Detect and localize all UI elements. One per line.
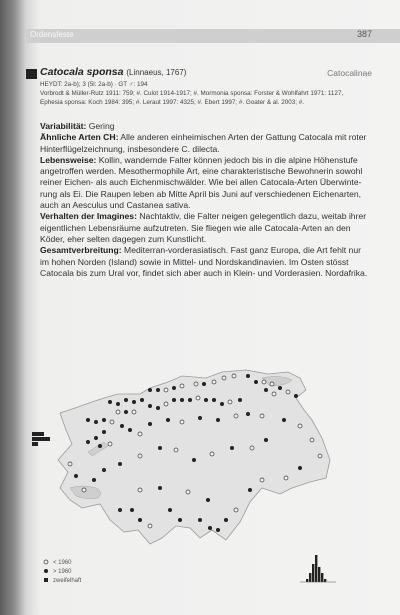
record-dot-filled	[204, 398, 208, 402]
description-line	[40, 211, 378, 222]
record-dot-filled	[220, 402, 224, 406]
record-dot-open	[194, 382, 198, 386]
record-dot-filled	[198, 416, 202, 420]
record-dot-open	[272, 392, 276, 396]
record-dot-filled	[264, 388, 268, 392]
record-dot-filled	[158, 446, 162, 450]
section-text: Mediterran-vorderasiatisch. Fast ganz Europa, die Art fehlt nur	[121, 245, 361, 256]
record-dot-open	[164, 402, 168, 406]
altitude-bar	[32, 437, 50, 441]
record-dot-open	[284, 476, 288, 480]
record-dot-filled	[294, 394, 298, 398]
record-dot-open	[138, 488, 142, 492]
running-head: Ordensfeste	[30, 30, 74, 39]
record-dot-open	[228, 400, 232, 404]
distribution-map-svg	[0, 360, 400, 600]
record-dot-filled	[298, 466, 302, 470]
record-dot-filled	[198, 518, 202, 522]
record-dot-open	[234, 508, 238, 512]
description-line	[40, 166, 378, 177]
record-dot-open	[210, 452, 214, 456]
record-dot-filled	[188, 398, 192, 402]
description-line	[40, 189, 378, 200]
description-line	[40, 245, 378, 256]
record-dot-open	[110, 420, 114, 424]
phenology-bar	[312, 564, 314, 582]
record-dot-filled	[238, 398, 242, 402]
description-line	[40, 155, 378, 166]
record-dot-filled	[180, 398, 184, 402]
section-label: Lebensweise:	[40, 154, 97, 165]
record-dot-filled	[124, 398, 128, 402]
section-text: eigentlichen Lebensräume aufzutreten. Sie fliegen wie alle Catocala-Arten an den	[40, 222, 351, 233]
section-label: Ähnliche Arten CH:	[40, 132, 119, 143]
record-dot-filled	[216, 418, 220, 422]
record-dot-filled	[248, 488, 252, 492]
record-dot-filled	[254, 380, 258, 384]
section-text: Kollin, wandernde Falter können jedoch bis in die alpine Höhenstufe	[96, 154, 358, 165]
record-dot-open	[270, 382, 274, 386]
description-line	[40, 132, 378, 143]
record-dot-filled	[246, 374, 250, 378]
record-dot-open	[234, 414, 238, 418]
record-dot-open	[196, 396, 200, 400]
record-dot-filled	[124, 410, 128, 414]
section-text: Nachtaktiv, die Falter neigen gelegentlich dazu, weitab ihrer	[136, 211, 367, 222]
phenology-histogram	[300, 555, 336, 582]
phenology-bar	[315, 555, 317, 582]
record-dot-filled	[118, 462, 122, 466]
record-dot-filled	[172, 398, 176, 402]
record-dot-open	[318, 454, 322, 458]
description-line	[40, 223, 378, 234]
record-dot-open	[298, 424, 302, 428]
section-text: Catocala bis zum Ural vor, findet sich aber auch in Klein- und Vorderasien. Nordafrika.	[40, 267, 368, 278]
record-dot-open	[174, 448, 178, 452]
section-text: Gering	[86, 121, 115, 131]
description-line	[40, 268, 378, 279]
phenology-bar	[324, 579, 326, 582]
altitude-bar	[32, 432, 44, 436]
section-text: Hinterflügelzeichnung, insbesondere C. dilecta.	[40, 143, 220, 154]
record-dot-open	[138, 432, 142, 436]
record-dot-open	[138, 454, 142, 458]
legend-symbol-square	[44, 578, 48, 582]
record-dot-filled	[86, 418, 90, 422]
legend-label-doubtful: zweifelhaft	[53, 578, 82, 584]
record-dot-filled	[202, 382, 206, 386]
page-number: 387	[356, 29, 372, 39]
description-line	[40, 121, 378, 132]
meta-line: Vorbrodt & Müller-Rutz 1911: 759; #. Culot 1914-1917; #. Mormonia sponsa: Forster & Wohlfahrt 1971: 1127,	[40, 90, 344, 97]
record-dot-open	[250, 446, 254, 450]
record-dot-filled	[120, 424, 124, 428]
record-dot-filled	[206, 498, 210, 502]
meta-line: HEYDT: 2a-b); 3 (5l: 2a-b) · GT ♂: 194	[40, 81, 148, 88]
legend-label-after: > 1960	[53, 569, 72, 575]
section-text: auch an Aesculus und Castanea sativa.	[40, 200, 191, 211]
species-marker-square	[26, 69, 37, 79]
legend-symbol-open	[44, 560, 48, 564]
record-dot-open	[310, 438, 314, 442]
subfamily-label: Catocalinae	[327, 68, 372, 78]
record-dot-open	[108, 442, 112, 446]
scientific-name: Catocala sponsa	[40, 66, 124, 78]
record-dot-open	[180, 420, 184, 424]
record-dot-filled	[92, 478, 96, 482]
record-dot-filled	[212, 398, 216, 402]
section-text: Alle anderen einheimischen Arten der Gattung Catocala mit roter	[118, 132, 367, 143]
record-dot-filled	[116, 402, 120, 406]
description-line	[40, 144, 378, 155]
record-dot-filled	[216, 528, 220, 532]
legend-label-before: < 1960	[53, 560, 72, 566]
species-author: (Linnaeus, 1767)	[126, 68, 187, 77]
phenology-bar	[321, 573, 323, 582]
record-dot-filled	[208, 526, 212, 530]
distribution-map	[0, 360, 400, 600]
section-text: rung als Ei. Die Raupen leben ab Mitte April bis Juni auf verschiedenen Eichenarten,	[40, 188, 362, 199]
record-dot-filled	[264, 438, 268, 442]
record-dot-filled	[148, 388, 152, 392]
section-text: reiner Eichen- als auch Eichenmischwälder. Wie bei allen Catocala-Arten Überwinte-	[40, 177, 362, 188]
record-dot-filled	[156, 388, 160, 392]
section-text: im hohen Norden (Island) sowie in Mittel- und Nordskandinavien. Im Osten stösst	[40, 256, 349, 267]
record-dot-filled	[230, 446, 234, 450]
phenology-bar	[318, 567, 320, 582]
record-dot-filled	[118, 508, 122, 512]
section-label: Verhalten der Imagines:	[40, 211, 137, 222]
record-dot-filled	[138, 518, 142, 522]
record-dot-filled	[130, 508, 134, 512]
record-dot-filled	[246, 412, 250, 416]
record-dot-open	[212, 380, 216, 384]
record-dot-filled	[102, 430, 106, 434]
record-dot-filled	[192, 458, 196, 462]
record-dot-open	[82, 488, 86, 492]
record-dot-open	[164, 388, 168, 392]
record-dot-filled	[132, 400, 136, 404]
phenology-bar	[306, 579, 308, 582]
section-text: Köder, eher selten dagegen zum Kunstlicht.	[40, 233, 207, 244]
record-dot-open	[286, 390, 290, 394]
record-dot-open	[68, 462, 72, 466]
section-label: Variabilität:	[40, 121, 87, 131]
switzerland-outline	[58, 370, 330, 544]
record-dot-open	[222, 376, 226, 380]
record-dot-open	[132, 410, 136, 414]
header-bar	[26, 29, 400, 43]
record-dot-filled	[148, 404, 152, 408]
meta-line: Ephesia sponsa: Koch 1984: 395; #. Leraut 1997: 4325; #. Ebert 1997; #. Goater & al. 2003; #.	[40, 99, 304, 106]
record-dot-open	[232, 374, 236, 378]
record-dot-open	[148, 524, 152, 528]
record-dot-filled	[168, 508, 172, 512]
record-dot-filled	[156, 406, 160, 410]
section-text: angetroffen werden. Mesothermophile Art, eine charakteristische Bewohnerin sowohl	[40, 166, 363, 177]
record-dot-filled	[108, 400, 112, 404]
record-dot-filled	[282, 418, 286, 422]
altitude-bar	[32, 442, 38, 446]
section-label: Gesamtverbreitung:	[40, 245, 122, 256]
record-dot-filled	[86, 440, 90, 444]
altitude-histogram	[32, 432, 50, 446]
record-dot-filled	[158, 486, 162, 490]
record-dot-filled	[172, 386, 176, 390]
description-line	[40, 200, 378, 211]
species-description	[40, 121, 378, 279]
record-dot-filled	[94, 420, 98, 424]
record-dot-filled	[98, 444, 102, 448]
phenology-bar	[309, 573, 311, 582]
record-dot-filled	[102, 468, 106, 472]
description-line	[40, 234, 378, 245]
record-dot-filled	[224, 518, 228, 522]
record-dot-open	[260, 478, 264, 482]
record-dot-filled	[278, 386, 282, 390]
record-dot-open	[186, 490, 190, 494]
record-dot-filled	[166, 418, 170, 422]
description-line	[40, 257, 378, 268]
record-dot-filled	[148, 422, 152, 426]
record-dot-filled	[178, 518, 182, 522]
record-dot-filled	[128, 428, 132, 432]
record-dot-open	[262, 380, 266, 384]
record-dot-filled	[102, 418, 106, 422]
record-dot-open	[260, 414, 264, 418]
map-legend	[44, 560, 82, 584]
description-line	[40, 177, 378, 188]
species-title	[40, 66, 186, 78]
record-dot-filled	[94, 436, 98, 440]
record-dot-open	[180, 384, 184, 388]
record-dot-open	[116, 410, 120, 414]
record-dot-filled	[140, 398, 144, 402]
legend-symbol-filled	[44, 569, 48, 573]
record-dot-filled	[74, 474, 78, 478]
